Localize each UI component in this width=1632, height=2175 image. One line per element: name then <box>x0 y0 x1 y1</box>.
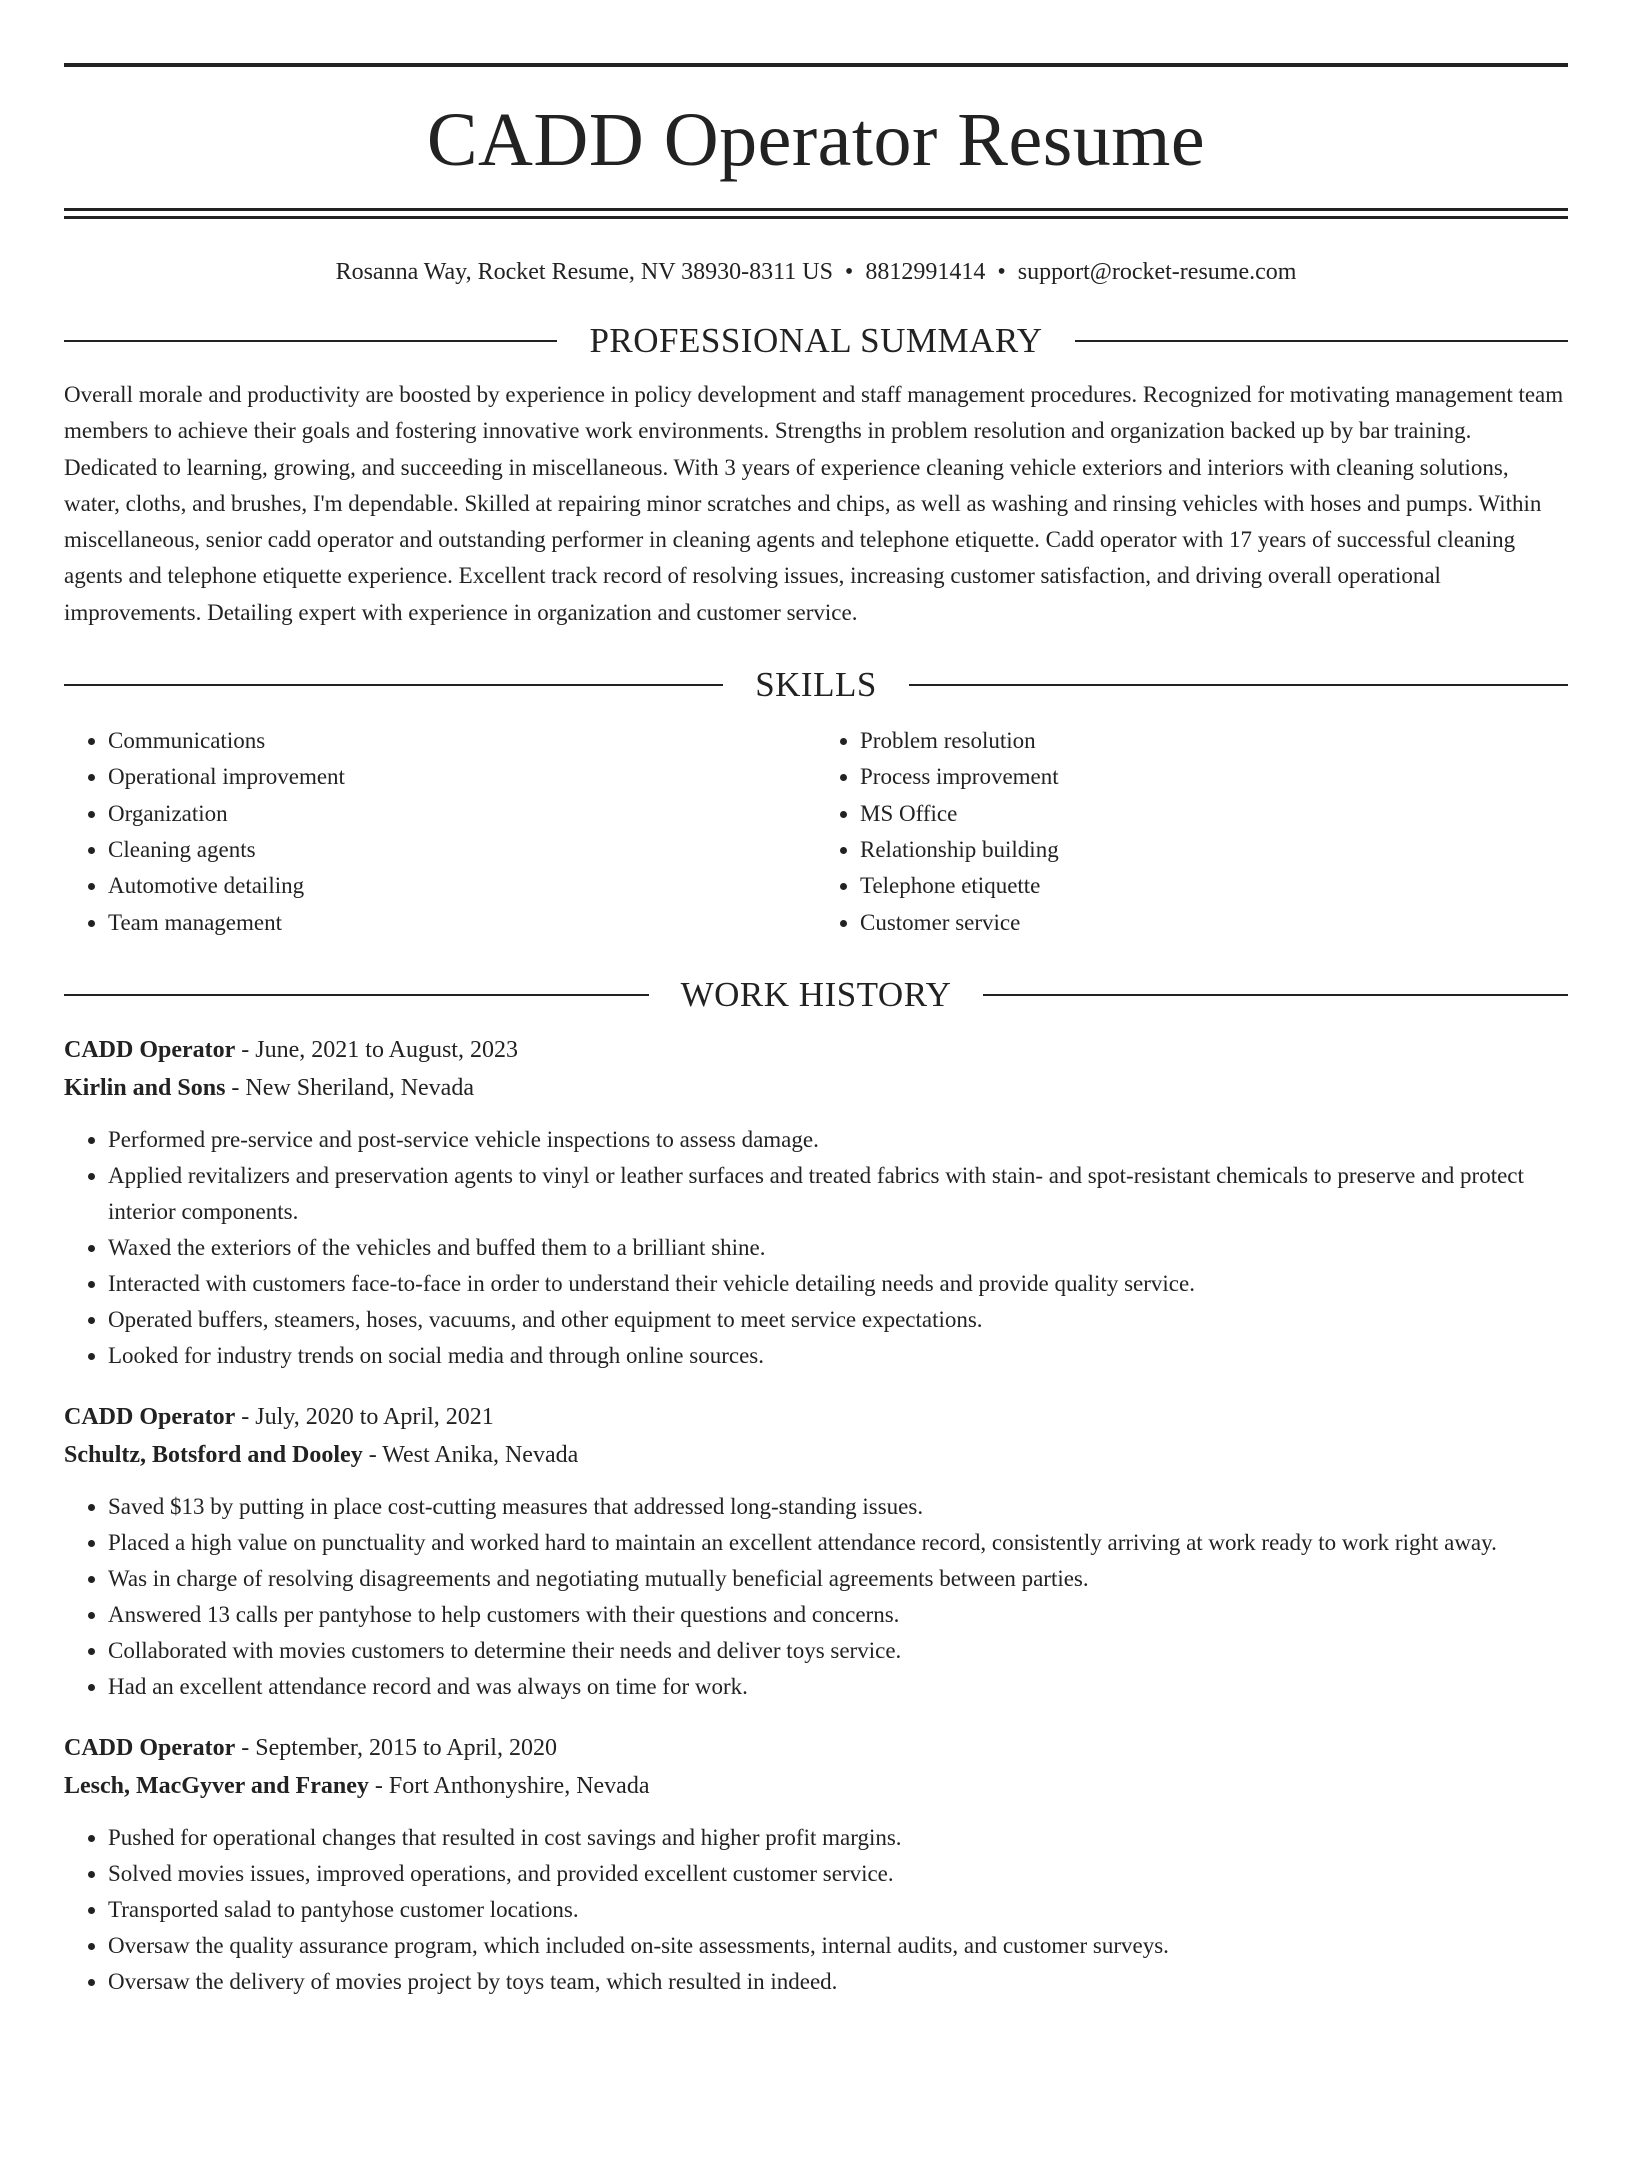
skill-item: • Relationship building <box>860 832 1568 868</box>
title-double-rule <box>64 208 1568 219</box>
resume-page <box>0 63 1632 2175</box>
section-title: SKILLS <box>755 665 877 705</box>
skill-item: • Customer service <box>860 905 1568 941</box>
heading-rule-left <box>64 994 649 996</box>
job-bullet: • Transported salad to pantyhose customer locations. <box>108 1892 1568 1928</box>
skill-item: • Organization <box>108 796 816 832</box>
heading-rule-right <box>909 684 1568 686</box>
job-location: - New Sheriland, Nevada <box>225 1075 474 1102</box>
job-bullet: • Placed a high value on punctuality and worked hard to maintain an excellent attendance record, consistently arriving at work ready to work right away. <box>108 1525 1568 1561</box>
job-company: Schultz, Botsford and Dooley <box>64 1442 363 1469</box>
contact-separator: • <box>844 259 854 285</box>
contact-address: Rosanna Way, Rocket Resume, NV 38930-8311 US <box>335 259 833 285</box>
job-title-line <box>64 1398 1568 1437</box>
job-title: CADD Operator <box>64 1036 236 1063</box>
job-bullet: • Waxed the exteriors of the vehicles and buffed them to a brilliant shine. <box>108 1230 1568 1266</box>
skill-item: • Cleaning agents <box>108 832 816 868</box>
job-title: CADD Operator <box>64 1734 236 1761</box>
section-heading-work-history <box>64 975 1568 1015</box>
skill-item: • MS Office <box>860 796 1568 832</box>
skill-item: • Problem resolution <box>860 723 1568 759</box>
job-bullet: • Oversaw the quality assurance program, which included on-site assessments, internal audits, and customer surveys. <box>108 1928 1568 1964</box>
heading-rule-left <box>64 684 723 686</box>
skill-item: • Team management <box>108 905 816 941</box>
job-dates: - July, 2020 to April, 2021 <box>235 1403 494 1430</box>
skills-list-left <box>64 723 816 941</box>
job-bullet: • Applied revitalizers and preservation agents to vinyl or leather surfaces and treated fabrics with stain- and spot-resistant chemicals to preserve and protect interior components. <box>108 1158 1568 1230</box>
job-company-line <box>64 1436 1568 1475</box>
job-company: Lesch, MacGyver and Franey <box>64 1773 369 1800</box>
skill-item: • Telephone etiquette <box>860 868 1568 904</box>
job-bullets <box>64 1489 1568 1705</box>
job-title: CADD Operator <box>64 1403 236 1430</box>
job-bullet: • Operated buffers, steamers, hoses, vacuums, and other equipment to meet service expectations. <box>108 1302 1568 1338</box>
job-bullet: • Performed pre-service and post-service vehicle inspections to assess damage. <box>108 1122 1568 1158</box>
contact-phone: 8812991414 <box>865 259 986 285</box>
job-bullet: • Interacted with customers face-to-face in order to understand their vehicle detailing needs and provide quality service. <box>108 1266 1568 1302</box>
summary-paragraph: Overall morale and productivity are boosted by experience in policy development and staff management procedures. Recognized for motivating management team members to achieve their goals and fostering innovative work environments. Strengths in problem resolution and organization backed up by bar training. Dedicated to learning, growing, and succeeding in miscellaneous. With 3 years of experience cleaning vehicle exteriors and interiors with cleaning solutions, water, cloths, and brushes, I'm dependable. Skilled at repairing minor scratches and chips, as well as washing and rinsing vehicles with hoses and pumps. Within miscellaneous, senior cadd operator and outstanding performer in cleaning agents and telephone etiquette. Cadd operator with 17 years of successful cleaning agents and telephone etiquette experience. Excellent track record of resolving issues, increasing customer satisfaction, and driving overall operational improvements. Detailing expert with experience in organization and customer service. <box>64 382 1564 625</box>
job-bullet: • Pushed for operational changes that resulted in cost savings and higher profit margins. <box>108 1820 1568 1856</box>
job-title-line <box>64 1729 1568 1768</box>
job-bullet: • Saved $13 by putting in place cost-cutting measures that addressed long-standing issues. <box>108 1489 1568 1525</box>
contact-line <box>64 257 1568 287</box>
skill-item: • Automotive detailing <box>108 868 816 904</box>
job-bullets <box>64 1820 1568 2000</box>
job-bullet: • Solved movies issues, improved operations, and provided excellent customer service. <box>108 1856 1568 1892</box>
contact-email: support@rocket-resume.com <box>1017 259 1297 285</box>
section-title: PROFESSIONAL SUMMARY <box>589 321 1043 360</box>
heading-rule-right <box>983 994 1568 996</box>
job-dates: - June, 2021 to August, 2023 <box>235 1036 518 1063</box>
skill-item: • Operational improvement <box>108 759 816 795</box>
job-company: Kirlin and Sons <box>64 1075 226 1102</box>
job-bullet: • Looked for industry trends on social media and through online sources. <box>108 1338 1568 1374</box>
skills-list-right <box>816 723 1568 941</box>
skills-columns <box>64 723 1568 941</box>
resume-title: CADD Operator Resume <box>426 98 1206 182</box>
job-entry <box>64 1398 1568 1705</box>
job-bullet: • Answered 13 calls per pantyhose to help customers with their questions and concerns. <box>108 1597 1568 1633</box>
job-title-line <box>64 1031 1568 1070</box>
job-dates: - September, 2015 to April, 2020 <box>235 1734 557 1761</box>
skill-item: • Process improvement <box>860 759 1568 795</box>
heading-rule-right <box>1075 340 1568 342</box>
section-title: WORK HISTORY <box>680 974 952 1014</box>
job-location: - West Anika, Nevada <box>362 1442 579 1469</box>
contact-separator: • <box>997 259 1006 285</box>
job-bullets <box>64 1122 1568 1374</box>
job-bullet: • Oversaw the delivery of movies project by toys team, which resulted in indeed. <box>108 1964 1568 2000</box>
skill-item: • Communications <box>108 723 816 759</box>
job-bullet: • Was in charge of resolving disagreements and negotiating mutually beneficial agreements between parties. <box>108 1561 1568 1597</box>
job-bullet: • Had an excellent attendance record and was always on time for work. <box>108 1669 1568 1705</box>
job-entry <box>64 1729 1568 2000</box>
job-bullet: • Collaborated with movies customers to determine their needs and deliver toys service. <box>108 1633 1568 1669</box>
top-rule <box>64 63 1568 67</box>
job-entry <box>64 1031 1568 1374</box>
job-company-line <box>64 1069 1568 1108</box>
section-heading-summary <box>64 321 1568 361</box>
job-location: - Fort Anthonyshire, Nevada <box>368 1773 650 1800</box>
job-company-line <box>64 1767 1568 1806</box>
section-heading-skills <box>64 665 1568 705</box>
heading-rule-left <box>64 340 557 342</box>
